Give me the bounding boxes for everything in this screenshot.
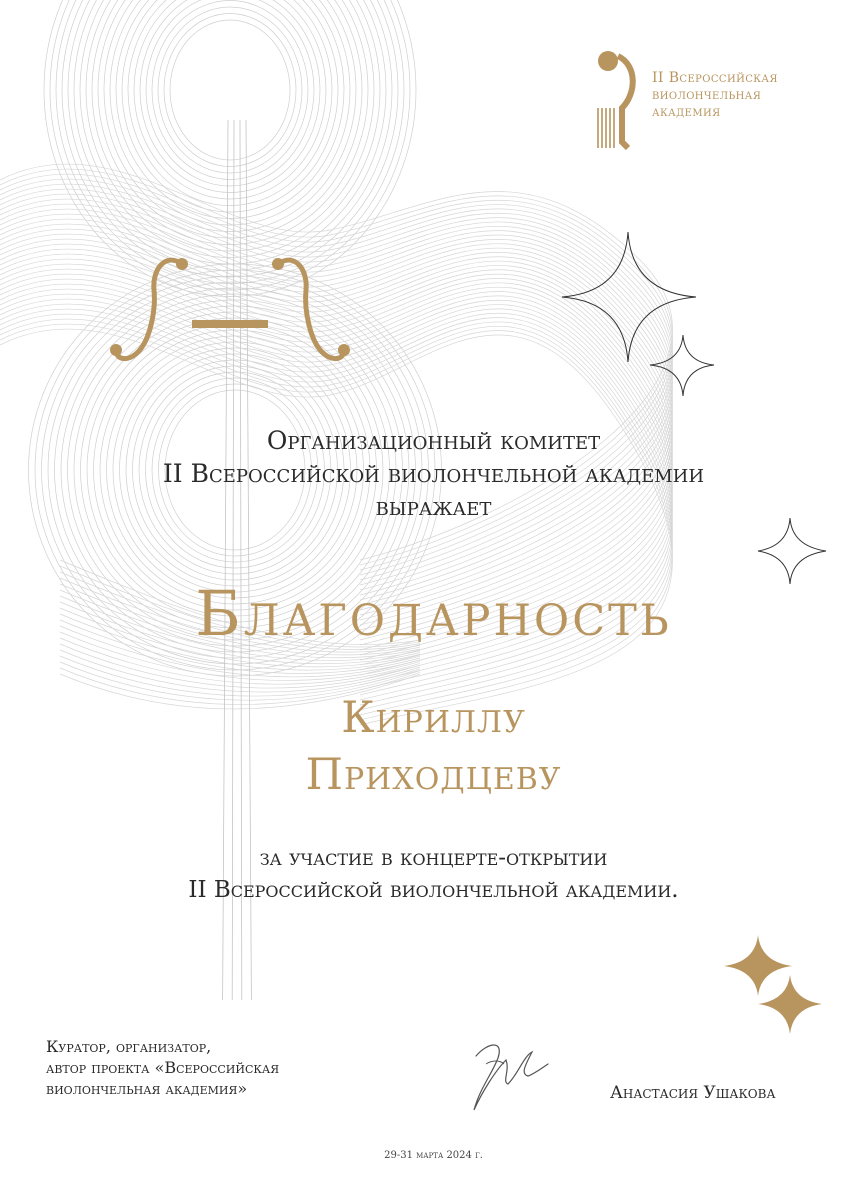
reason-text <box>0 842 867 906</box>
logo-line: виолончельная <box>652 87 762 103</box>
organizer-line: II Всероссийской виолончельной академии <box>162 459 705 488</box>
reason-line: за участие в концерте-открытии <box>259 845 608 871</box>
sparkle-star-icon <box>758 975 822 1034</box>
curator-title <box>46 1036 279 1099</box>
curator-line: Куратор, организатор, <box>46 1037 212 1056</box>
recipient-last-name: Приходцеву <box>305 750 562 800</box>
sparkle-star-icon <box>724 935 792 996</box>
organizer-line: выражает <box>375 492 492 521</box>
event-date: 29-31 марта 2024 г. <box>384 1150 483 1161</box>
recipient-name <box>0 690 867 804</box>
certificate-title: Благодарность <box>195 577 672 650</box>
reason-line: II Всероссийской виолончельной академии. <box>188 877 679 903</box>
organizer-line: Организационный комитет <box>266 426 601 455</box>
signature-icon <box>462 1030 552 1115</box>
curator-line: автор проекта «Всероссийская <box>46 1058 280 1077</box>
organizer-text <box>0 424 867 523</box>
recipient-first-name: Кириллу <box>341 693 526 743</box>
signatory-name: Анастасия Ушакова <box>610 1083 776 1103</box>
logo-line: академия <box>652 104 721 120</box>
sparkle-star-icon <box>562 232 696 362</box>
logo-line: II Всероссийская <box>652 70 778 86</box>
curator-line: виолончельная академия» <box>46 1079 248 1098</box>
sparkle-star-icon <box>650 335 714 396</box>
